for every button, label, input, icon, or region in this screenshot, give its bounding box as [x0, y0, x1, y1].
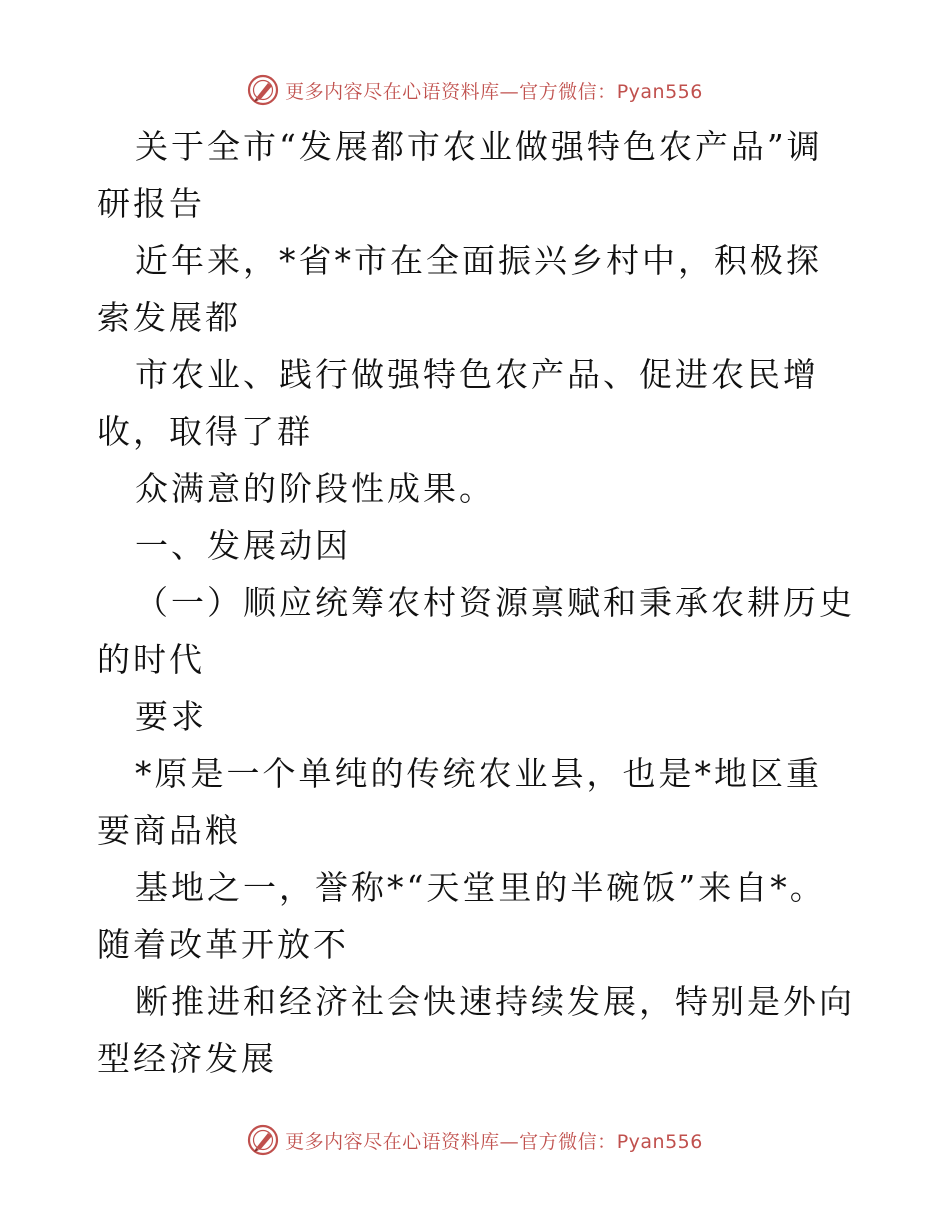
banner-wechat-id: Pyan556 [616, 80, 703, 103]
banner-wechat-id: Pyan556 [616, 1130, 703, 1153]
banner-text [285, 1127, 703, 1154]
subsection-heading: （一）顺应统筹农村资源禀赋和秉承农耕历史的时代 [97, 583, 855, 679]
banner-wechat-label: 官方微信： [519, 80, 617, 103]
banner-wechat-label: 官方微信： [519, 1130, 617, 1153]
banner-main-text: 更多内容尽在心语资料库 [285, 1130, 500, 1153]
section-heading: 一、发展动因 [135, 526, 351, 565]
paragraph: 近年来，*省*市在全面振兴乡村中，积极探索发展都 [97, 241, 822, 337]
pen-logo-icon [247, 74, 279, 106]
document-title: 关于全市“发展都市农业做强特色农产品”调研报告 [97, 127, 823, 223]
banner-separator: — [499, 80, 520, 103]
paragraph: *原是一个单纯的传统农业县，也是*地区重要商品粮 [97, 754, 822, 850]
paragraph: 市农业、践行做强特色农产品、促进农民增收，取得了群 [97, 355, 819, 451]
paragraph: 众满意的阶段性成果。 [135, 469, 495, 508]
paragraph: 基地之一，誉称*“天堂里的半碗饭”来自*。随着改革开放不 [97, 868, 826, 964]
header-watermark-banner [0, 72, 950, 108]
banner-text [285, 77, 703, 104]
footer-watermark-banner [0, 1122, 950, 1158]
paragraph: 断推进和经济社会快速持续发展，特别是外向型经济发展 [97, 982, 855, 1078]
banner-main-text: 更多内容尽在心语资料库 [285, 80, 500, 103]
document-body [97, 118, 857, 1087]
pen-logo-icon [247, 1124, 279, 1156]
banner-separator: — [499, 1130, 520, 1153]
paragraph: 要求 [135, 697, 207, 736]
